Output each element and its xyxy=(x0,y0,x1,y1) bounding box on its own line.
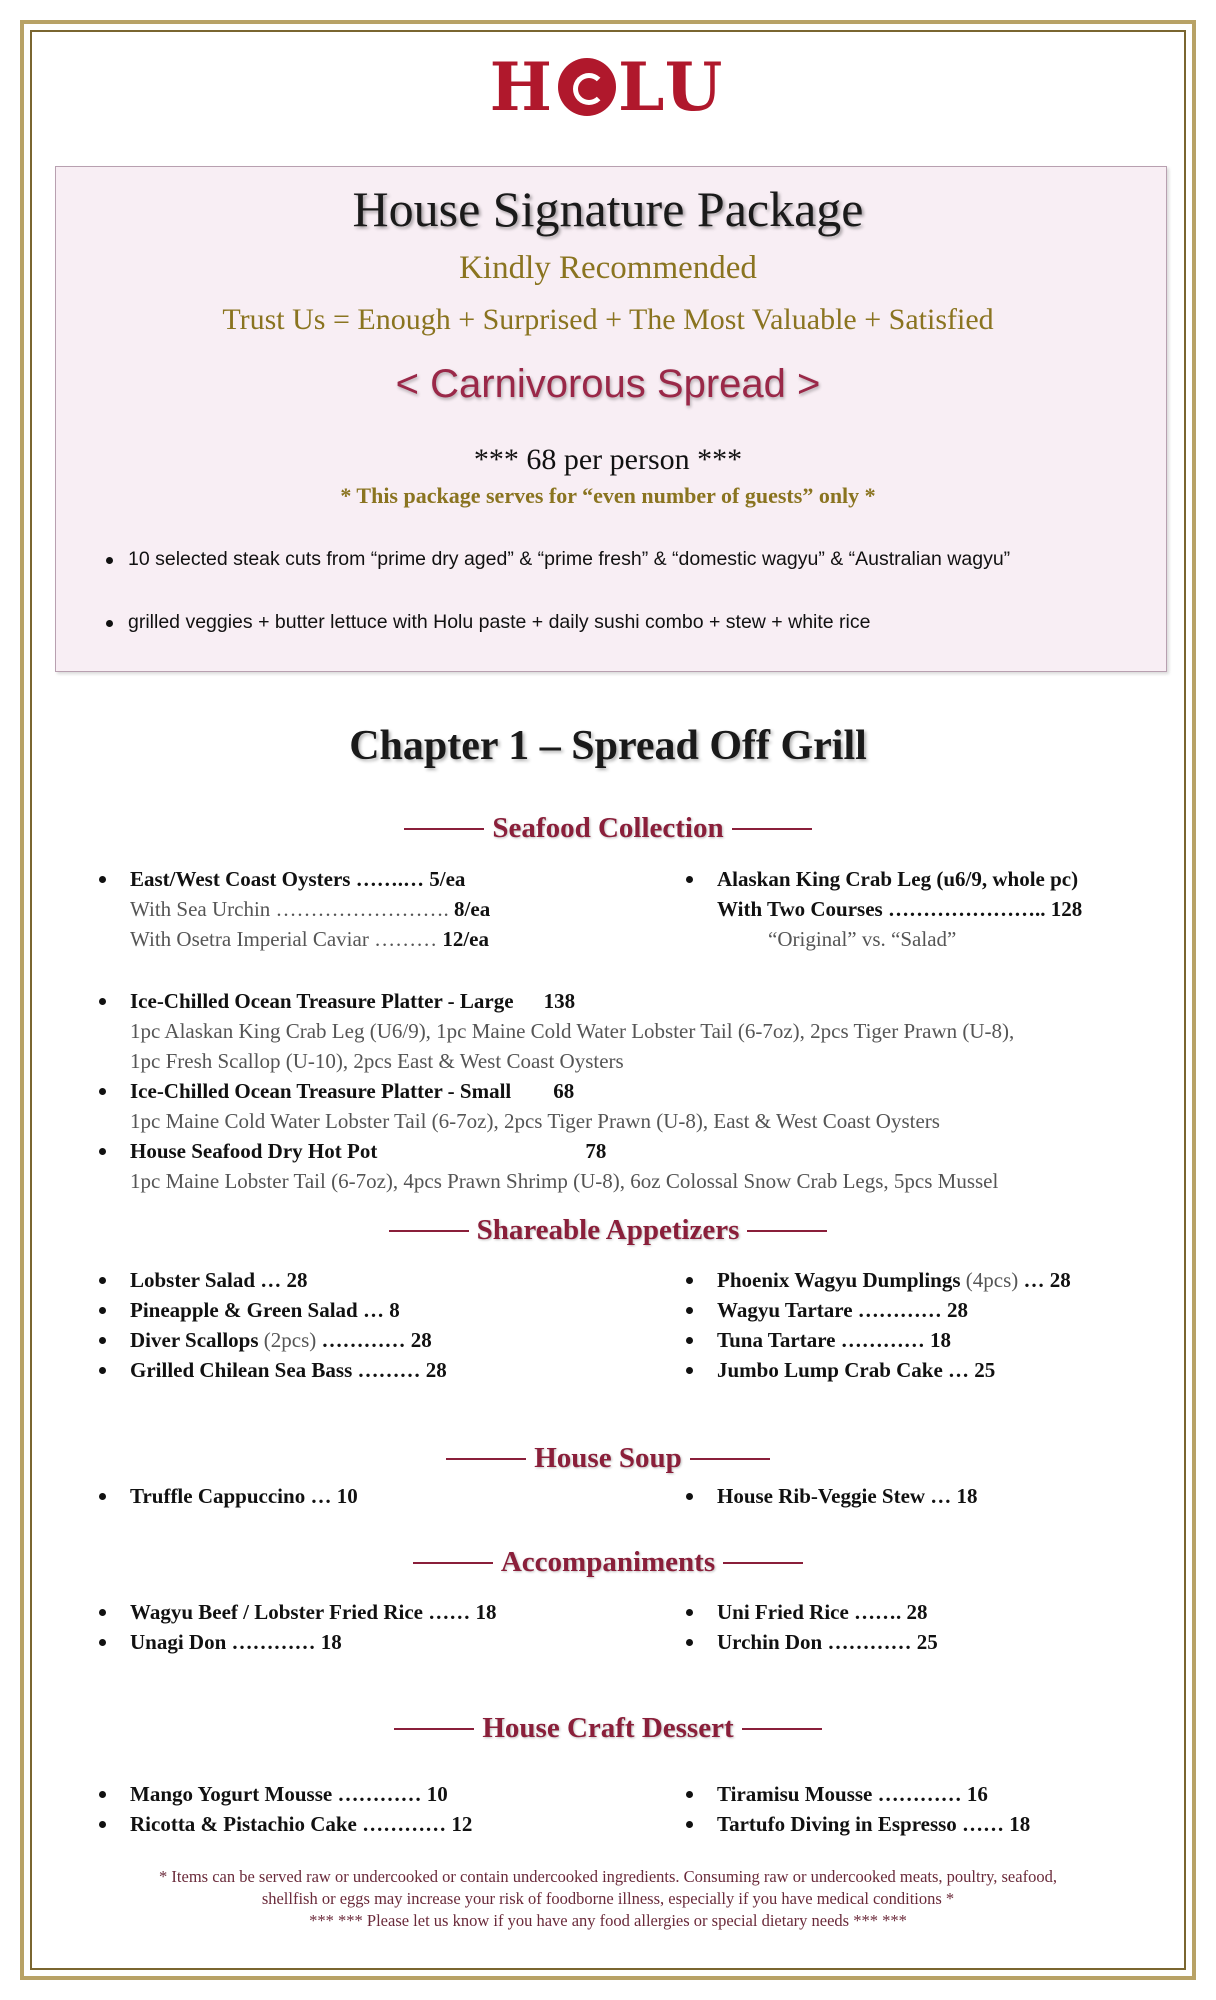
section-header-soup xyxy=(0,1442,1216,1475)
logo-letters-lu: LU xyxy=(618,48,727,126)
item-price: ………… 28 xyxy=(316,1328,432,1352)
divider xyxy=(446,1458,526,1460)
package-spread-name: < Carnivorous Spread > xyxy=(395,362,821,406)
menu-item-tiramisu: Tiramisu Mousse ………… 16 xyxy=(683,1779,1030,1809)
item-name: House Seafood Dry Hot Pot xyxy=(130,1139,378,1163)
appetizers-right-list xyxy=(683,1265,1071,1385)
appetizers-left-list xyxy=(96,1265,447,1385)
package-trust-line: Trust Us = Enough + Surprised + The Most Valuable + Satisfied xyxy=(222,303,994,336)
divider xyxy=(394,1728,474,1730)
divider xyxy=(404,828,484,830)
section-title: Seafood Collection xyxy=(492,812,724,844)
menu-item-king-crab: Alaskan King Crab Leg (u6/9, whole pc) xyxy=(683,864,1082,894)
menu-item-king-crab-courses: With Two Courses ………………….. 128 xyxy=(717,897,1083,921)
item-name: Ice-Chilled Ocean Treasure Platter - Large xyxy=(130,989,514,1013)
menu-item-wagyu-tartare: Wagyu Tartare ………… 28 xyxy=(683,1295,1071,1325)
menu-item-pineapple-salad: Pineapple & Green Salad … 8 xyxy=(96,1295,447,1325)
dessert-left-list xyxy=(96,1779,472,1839)
item-desc: 1pc Alaskan King Crab Leg (U6/9), 1pc Maine Cold Water Lobster Tail (6-7oz), 2pcs Tiger Prawn (U-8), xyxy=(130,1019,1015,1043)
item-name: Phoenix Wagyu Dumplings xyxy=(717,1268,966,1292)
item-price: 12/ea xyxy=(442,927,489,951)
menu-item-platter-large xyxy=(96,986,1014,1016)
disclaimer xyxy=(0,1866,1216,1932)
item-qty: (4pcs) xyxy=(965,1268,1019,1292)
menu-item-urchin-don: Urchin Don ………… 25 xyxy=(683,1627,938,1657)
item-name: Ice-Chilled Ocean Treasure Platter - Small xyxy=(130,1079,512,1103)
menu-item-crab-cake: Jumbo Lump Crab Cake … 25 xyxy=(683,1355,1071,1385)
disclaimer-line: *** *** Please let us know if you have any food allergies or special dietary needs *** *** xyxy=(309,1911,907,1930)
menu-item-oysters-caviar xyxy=(96,924,490,954)
divider xyxy=(742,1728,822,1730)
section-title: Accompaniments xyxy=(500,1546,716,1578)
menu-item-sea-bass: Grilled Chilean Sea Bass ……… 28 xyxy=(96,1355,447,1385)
item-name: Diver Scallops xyxy=(130,1328,264,1352)
disclaimer-line: * Items can be served raw or undercooked or contain undercooked ingredients. Consuming raw or undercooked meats, poultry, seafood, xyxy=(159,1867,1057,1886)
item-desc: 1pc Fresh Scallop (U-10), 2pcs East & West Coast Oysters xyxy=(130,1049,624,1073)
item-price: 8/ea xyxy=(454,897,491,921)
seafood-right-list xyxy=(683,864,1082,954)
accompaniments-left-list xyxy=(96,1597,497,1657)
menu-item-platter-small xyxy=(96,1076,1014,1106)
menu-item-tuna-tartare: Tuna Tartare ………… 18 xyxy=(683,1325,1071,1355)
section-header-appetizers xyxy=(0,1214,1216,1247)
menu-item-ricotta-cake: Ricotta & Pistachio Cake ………… 12 xyxy=(96,1809,472,1839)
item-desc: 1pc Maine Lobster Tail (6-7oz), 4pcs Prawn Shrimp (U-8), 6oz Colossal Snow Crab Legs, 5pcs Mussel xyxy=(130,1169,999,1193)
logo-letter-h: H xyxy=(489,48,556,126)
section-header-seafood xyxy=(0,812,1216,845)
menu-item-tartufo: Tartufo Diving in Espresso …… 18 xyxy=(683,1809,1030,1839)
menu-item-uni-fried-rice: Uni Fried Rice ……. 28 xyxy=(683,1597,938,1627)
menu-item-rib-veggie-stew: House Rib-Veggie Stew … 18 xyxy=(683,1481,978,1511)
divider xyxy=(389,1230,469,1232)
divider xyxy=(747,1230,827,1232)
seafood-left-list xyxy=(96,864,490,954)
package-items xyxy=(100,548,1010,641)
divider xyxy=(413,1562,493,1564)
menu-item-truffle-cappuccino: Truffle Cappuccino … 10 xyxy=(96,1481,358,1511)
section-title: House Soup xyxy=(534,1442,682,1474)
menu-item-wagyu-dumplings xyxy=(683,1265,1071,1295)
disclaimer-line: shellfish or eggs may increase your risk of foodborne illness, especially if you have medical conditions * xyxy=(261,1889,955,1908)
accompaniments-right-list xyxy=(683,1597,938,1657)
package-item: 10 selected steak cuts from “prime dry aged” & “prime fresh” & “domestic wagyu” & “Australian wagyu” xyxy=(100,548,1010,578)
package-note: * This package serves for “even number of guests” only * xyxy=(340,483,876,508)
section-title: House Craft Dessert xyxy=(482,1712,734,1744)
dessert-right-list xyxy=(683,1779,1030,1839)
divider xyxy=(690,1458,770,1460)
swirl-icon xyxy=(558,58,616,116)
menu-item-oysters: East/West Coast Oysters …….… 5/ea xyxy=(96,864,490,894)
menu-item-oysters-urchin xyxy=(96,894,490,924)
item-price: … 28 xyxy=(1018,1268,1071,1292)
section-header-accompaniments xyxy=(0,1546,1216,1579)
package-subtitle: Kindly Recommended xyxy=(459,250,757,286)
item-price: 138 xyxy=(543,989,576,1013)
item-price: 78 xyxy=(585,1139,607,1163)
package-price: *** 68 per person *** xyxy=(473,443,743,476)
seafood-platter-list xyxy=(96,986,1014,1196)
item-desc: With Sea Urchin ……………………. xyxy=(130,897,455,921)
soup-right-list xyxy=(683,1481,978,1511)
item-qty: (2pcs) xyxy=(263,1328,317,1352)
menu-item-king-crab-options: “Original” vs. “Salad” xyxy=(768,927,957,951)
item-desc: 1pc Maine Cold Water Lobster Tail (6-7oz), 2pcs Tiger Prawn (U-8), East & West Coast Oysters xyxy=(130,1109,940,1133)
item-desc: With Osetra Imperial Caviar ……… xyxy=(130,927,443,951)
package-item: grilled veggies + butter lettuce with Holu paste + daily sushi combo + stew + white rice xyxy=(100,611,1010,641)
item-price: 68 xyxy=(553,1079,575,1103)
menu-item-mango-mousse: Mango Yogurt Mousse ………… 10 xyxy=(96,1779,472,1809)
package-title: House Signature Package xyxy=(352,181,864,237)
section-header-dessert xyxy=(0,1712,1216,1745)
menu-item-lobster-salad: Lobster Salad … 28 xyxy=(96,1265,447,1295)
chapter-title: Chapter 1 – Spread Off Grill xyxy=(349,723,867,769)
holu-logo xyxy=(0,48,1216,126)
menu-item-fried-rice: Wagyu Beef / Lobster Fried Rice …… 18 xyxy=(96,1597,497,1627)
section-title: Shareable Appetizers xyxy=(476,1214,740,1246)
soup-left-list xyxy=(96,1481,358,1511)
menu-item-hot-pot xyxy=(96,1136,1014,1166)
menu-item-unagi-don: Unagi Don ………… 18 xyxy=(96,1627,497,1657)
divider xyxy=(732,828,812,830)
divider xyxy=(723,1562,803,1564)
menu-item-diver-scallops xyxy=(96,1325,447,1355)
